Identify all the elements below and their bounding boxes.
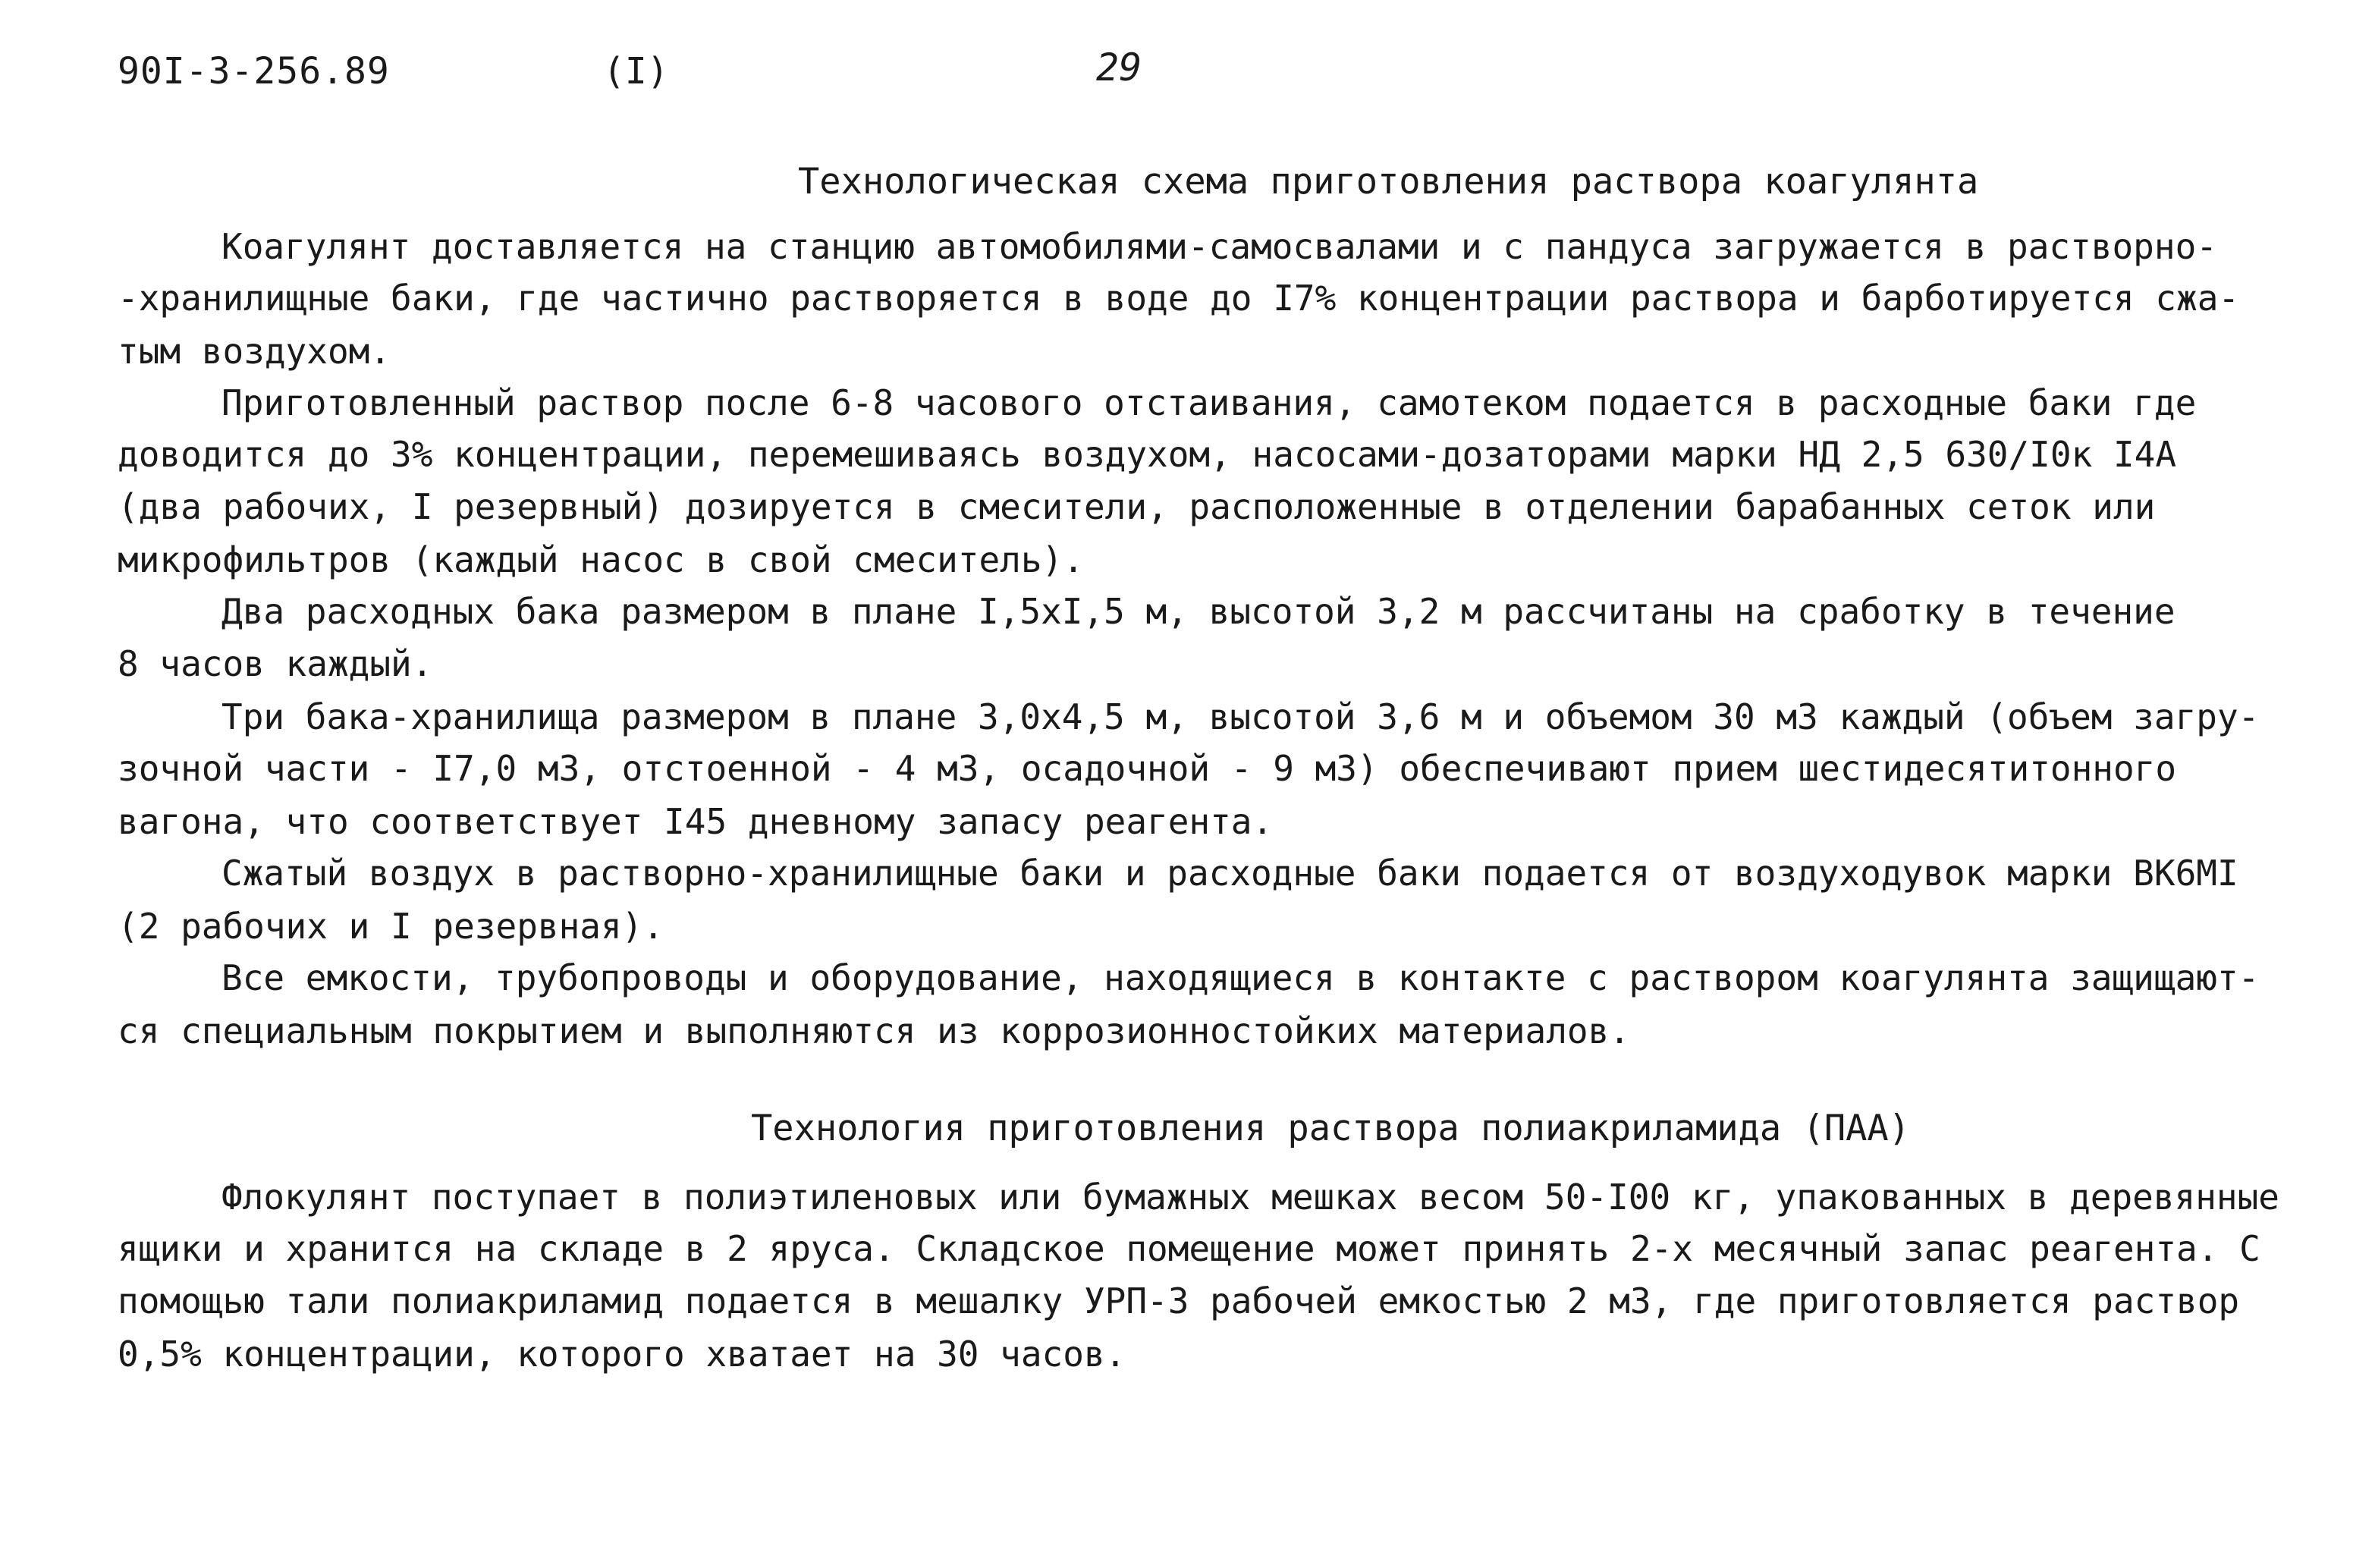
paragraph-line: ся специальным покрытием и выполняются из коррозионностойких материалов. bbox=[118, 1010, 1630, 1051]
paragraph-line: вагона, что соответствует I45 дневному запасу реагента. bbox=[118, 801, 1274, 842]
paragraph-line: 0,5% концентрации, которого хватает на 30 часов. bbox=[118, 1334, 1126, 1375]
paragraph-line: микрофильтров (каждый насос в свой смеситель). bbox=[118, 539, 1084, 580]
page-number: 29 bbox=[1096, 46, 1142, 90]
paragraph-line: тым воздухом. bbox=[118, 331, 391, 372]
paragraph-line: Три бака-хранилища размером в плане 3,0х4,5 м, высотой 3,6 м и объемом 30 м3 каждый (объем загру- bbox=[221, 696, 2260, 737]
paragraph-line: Все емкости, трубопроводы и оборудование, находящиеся в контакте с раствором коагулянта защищают- bbox=[221, 957, 2260, 998]
sheet-number: (I) bbox=[603, 50, 669, 93]
paragraph-line: Флокулянт поступает в полиэтиленовых или бумажных мешках весом 50-I00 кг, упакованных в деревянные bbox=[221, 1177, 2279, 1218]
paragraph-line: доводится до 3% концентрации, перемешиваясь воздухом, насосами-дозаторами марки НД 2,5 630/I0к I4А bbox=[118, 434, 2177, 475]
paragraph-line: (два рабочих, I резервный) дозируется в смесители, расположенные в отделении барабанных сеток или bbox=[118, 486, 2156, 527]
section-title-coagulant: Технологическая схема приготовления раствора коагулянта bbox=[798, 161, 1979, 203]
paragraph-line: Приготовленный раствор после 6-8 часового отстаивания, самотеком подается в расходные баки где bbox=[221, 382, 2197, 423]
paragraph-line: -хранилищные баки, где частично растворяется в воде до I7% концентрации раствора и барботируется сжа- bbox=[118, 278, 2240, 319]
paragraph-line: зочной части - I7,0 м3, отстоенной - 4 м3, осадочной - 9 м3) обеспечивают прием шестидесятитонного bbox=[118, 748, 2177, 789]
paragraph-line: (2 рабочих и I резервная). bbox=[118, 906, 664, 947]
section-title-polyacrylamide: Технология приготовления раствора полиакриламида (ПАА) bbox=[751, 1108, 1911, 1149]
paragraph-line: Сжатый воздух в растворно-хранилищные баки и расходные баки подается от воздуходувок марки ВК6МI bbox=[221, 853, 2238, 894]
paragraph-line: помощью тали полиакриламид подается в мешалку УРП-3 рабочей емкостью 2 м3, где приготовляется раствор bbox=[118, 1280, 2240, 1321]
document-code: 90I-3-256.89 bbox=[118, 50, 390, 93]
paragraph-line: Два расходных бака размером в плане I,5хI,5 м, высотой 3,2 м рассчитаны на сработку в течение bbox=[221, 591, 2176, 632]
paragraph-line: 8 часов каждый. bbox=[118, 643, 433, 684]
paragraph-line: ящики и хранится на складе в 2 яруса. Складское помещение может принять 2-х месячный запас реагента. С bbox=[118, 1228, 2260, 1269]
paragraph-line: Коагулянт доставляется на станцию автомобилями-самосвалами и с пандуса загружается в растворно- bbox=[221, 226, 2217, 267]
